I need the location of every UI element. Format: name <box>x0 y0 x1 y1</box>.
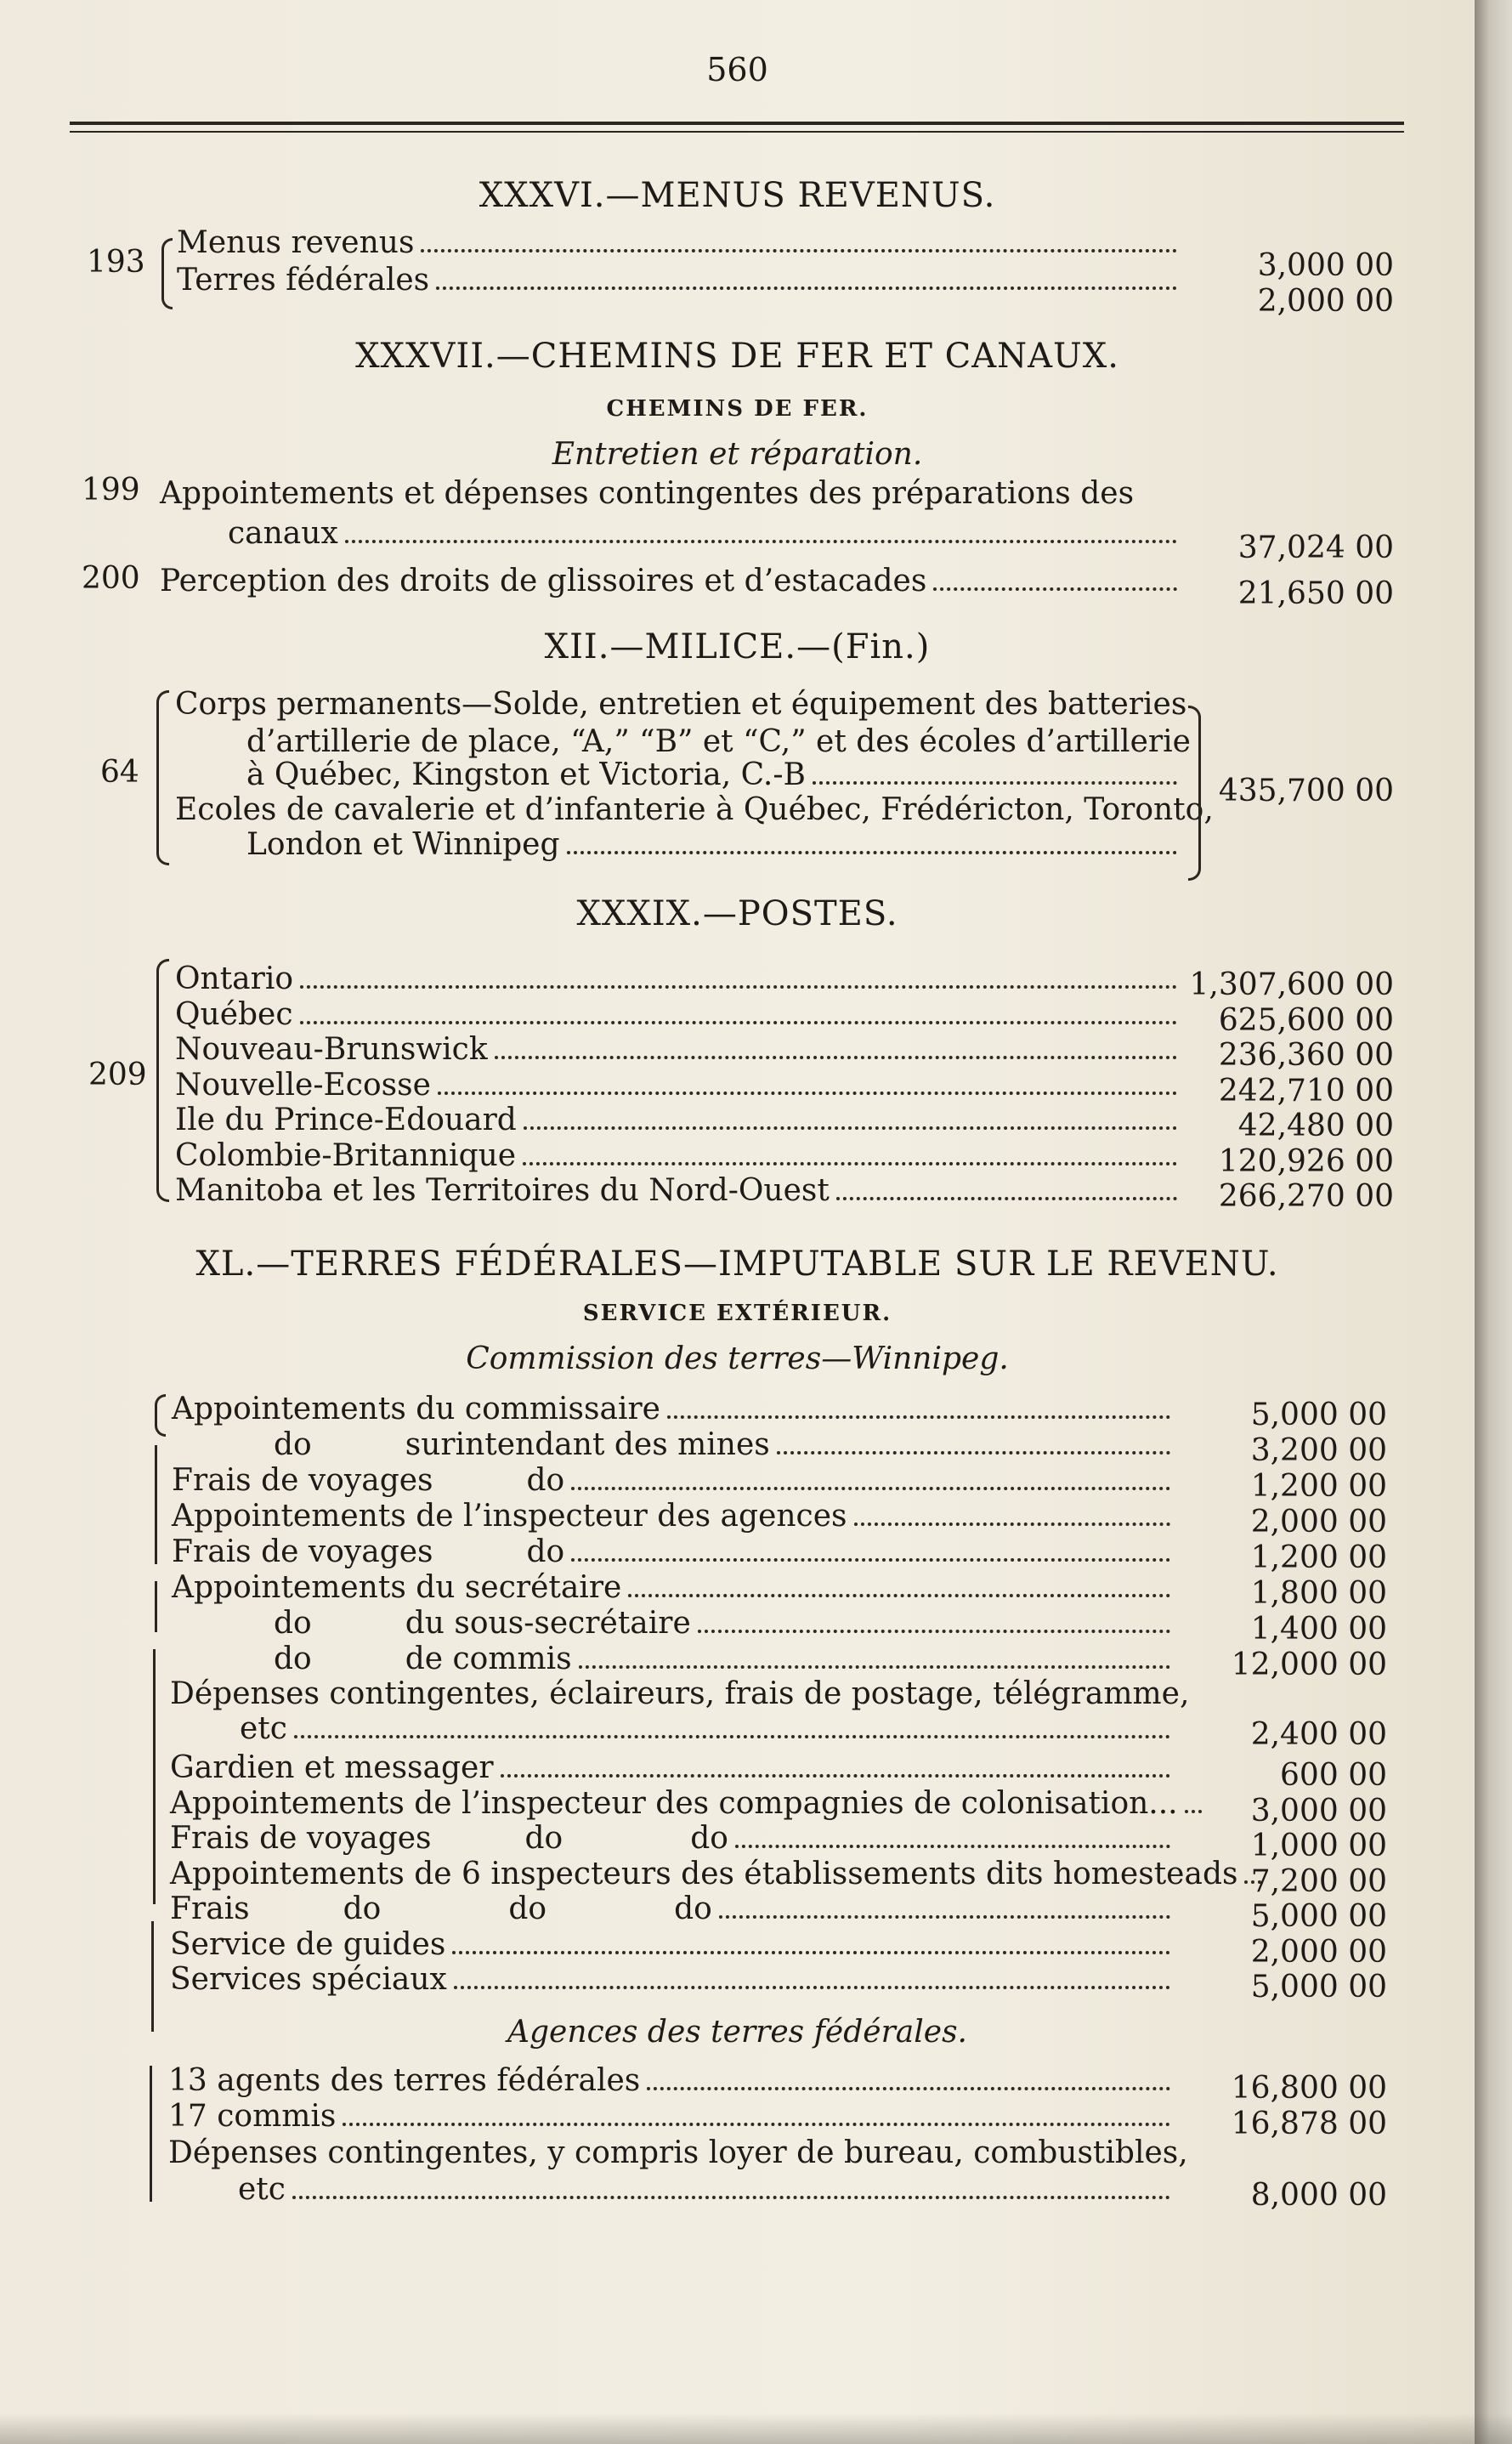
item-label: Services spéciaux <box>170 1962 447 1997</box>
item-code: 64 <box>100 755 139 790</box>
brace-bar <box>155 1581 157 1632</box>
item-amount: 242,710 00 <box>1218 1073 1394 1109</box>
leader-dots <box>294 1735 1170 1738</box>
line-item <box>175 1029 1184 1067</box>
leader-dots <box>454 1986 1170 1989</box>
leader-dots <box>421 249 1177 252</box>
item-amount: 12,000 00 <box>1231 1647 1387 1682</box>
item-amount: 7,200 00 <box>1250 1863 1387 1899</box>
brace <box>156 690 169 865</box>
item-amount: 42,480 00 <box>1237 1109 1394 1143</box>
leader-dots <box>933 587 1177 591</box>
subsection-title: SERVICE EXTÉRIEUR. <box>582 1301 892 1326</box>
line-item <box>175 1171 1184 1208</box>
item-label: Ontario <box>175 961 294 996</box>
item-label: do <box>274 1427 312 1462</box>
item-amount: 1,307,600 00 <box>1189 967 1394 1002</box>
line-item <box>170 1959 1177 1997</box>
item-label-2: do <box>526 1463 565 1498</box>
line-item <box>274 1639 1177 1676</box>
line-item <box>172 1532 1177 1569</box>
brace <box>161 238 173 309</box>
item-label: Appointements de 6 inspecteurs des établissements dits homesteads <box>170 1856 1238 1891</box>
brace-bar <box>155 1445 157 1564</box>
line-item <box>238 2169 1177 2207</box>
item-label: Nouvelle-Ecosse <box>175 1067 431 1103</box>
section-title-chemins-de-fer: XXXVII.—CHEMINS DE FER ET CANAUX. <box>355 337 1119 376</box>
item-code: 199 <box>82 473 140 508</box>
line-item <box>177 223 1184 260</box>
line-item <box>168 2096 1177 2134</box>
line-item <box>172 1568 1177 1605</box>
leader-dots <box>836 1197 1177 1200</box>
item-amount: 435,700 00 <box>1218 774 1394 808</box>
line-item <box>168 2061 1177 2098</box>
item-label-4: do <box>674 1891 712 1926</box>
item-label: d’artillerie de place, “A,” “B” et “C,” et des écoles d’artillerie <box>246 724 1191 759</box>
line-item <box>172 1460 1177 1498</box>
leader-dots <box>567 851 1178 854</box>
line-item <box>170 1854 1238 1891</box>
leader-dots <box>436 286 1177 290</box>
item-amount: 1,800 00 <box>1250 1576 1387 1611</box>
item-amount: 120,926 00 <box>1218 1143 1394 1179</box>
item-label: etc <box>238 2172 286 2207</box>
leader-dots <box>571 1558 1170 1562</box>
italic-heading: Entretien et réparation. <box>552 437 923 472</box>
item-label: Nouveau-Brunswick <box>175 1032 488 1067</box>
item-label: Service de guides <box>170 1926 446 1962</box>
item-label: Dépenses contingentes, éclaireurs, frais de postage, télégramme, <box>170 1676 1190 1711</box>
line-item <box>175 1100 1184 1137</box>
item-label: do <box>274 1642 312 1676</box>
item-amount: 625,600 00 <box>1218 1002 1394 1038</box>
line-item <box>175 1065 1184 1103</box>
italic-heading: Commission des terres—Winnipeg. <box>466 1341 1009 1376</box>
leader-dots <box>698 1630 1170 1633</box>
item-label: London et Winnipeg <box>246 827 560 862</box>
item-amount: 2,000 00 <box>1257 284 1394 319</box>
item-label-2: du sous-secrétaire <box>405 1606 691 1641</box>
item-amount: 3,200 00 <box>1250 1433 1387 1468</box>
item-amount: 16,800 00 <box>1231 2071 1387 2106</box>
item-amount: 2,400 00 <box>1250 1717 1387 1752</box>
item-label: 13 agents des terres fédérales <box>168 2063 641 2098</box>
leader-dots <box>777 1451 1170 1454</box>
item-amount: 5,000 00 <box>1250 1970 1387 2005</box>
line-item <box>240 1709 1177 1746</box>
item-label: 17 commis <box>168 2099 337 2134</box>
section-title-menus-revenus: XXXVI.—MENUS REVENUS. <box>479 176 996 215</box>
line-item <box>175 995 1184 1032</box>
leader-dots <box>300 1021 1177 1024</box>
item-label: Appointements du commissaire <box>172 1392 660 1426</box>
item-label-2: surintendant des mines <box>405 1427 770 1462</box>
item-label: Ile du Prince-Edouard <box>175 1103 517 1137</box>
leader-dots <box>647 2087 1170 2090</box>
item-code: 209 <box>88 1058 147 1092</box>
item-label: Menus revenus <box>177 225 415 260</box>
line-item <box>170 1925 1177 1962</box>
leader-dots <box>452 1951 1170 1954</box>
line-item <box>177 260 1184 298</box>
brace <box>155 1394 166 1437</box>
item-label: Québec <box>175 996 293 1032</box>
book-edge <box>1475 0 1512 2444</box>
leader-dots <box>667 1415 1170 1419</box>
item-label: Colombie-Britannique <box>175 1137 517 1173</box>
header-rule <box>70 122 1404 125</box>
item-label: Ecoles de cavalerie et d’infanterie à Québec, Frédéricton, Toronto, <box>175 792 1214 827</box>
line-item <box>172 1389 1177 1426</box>
item-label: canaux <box>228 516 338 551</box>
item-label: Frais de voyages <box>172 1534 433 1569</box>
leader-dots <box>343 2123 1170 2126</box>
brace <box>156 959 169 1202</box>
header-rule-thin <box>70 131 1404 133</box>
item-label-2: do <box>524 1821 563 1856</box>
item-amount: 37,024 00 <box>1237 530 1394 565</box>
leader-dots <box>300 985 1177 989</box>
item-label: Dépenses contingentes, y compris loyer de bureau, combustibles, <box>168 2135 1188 2170</box>
item-amount: 1,400 00 <box>1250 1612 1387 1647</box>
item-label: Frais <box>170 1891 250 1926</box>
line-item <box>170 1783 1177 1821</box>
item-label-2: do <box>343 1891 382 1926</box>
leader-dots <box>735 1845 1170 1848</box>
brace-bar <box>150 2066 152 2202</box>
item-code: 193 <box>87 245 145 280</box>
item-label: etc <box>240 1711 287 1746</box>
section-title-postes: XXXIX.—POSTES. <box>576 894 898 933</box>
item-label: à Québec, Kingston et Victoria, C.-B <box>246 757 806 792</box>
leader-dots <box>571 1487 1170 1490</box>
item-label: Appointements du secrétaire <box>172 1570 622 1605</box>
item-label: Frais de voyages <box>170 1821 432 1856</box>
item-label: Frais de voyages <box>172 1463 433 1498</box>
leader-dots <box>292 2196 1170 2199</box>
item-code: 200 <box>82 561 140 596</box>
leader-dots <box>523 1162 1177 1165</box>
line-item <box>160 561 1184 598</box>
item-label: Perception des droits de glissoires et d’estacades <box>160 564 927 598</box>
item-amount: 236,360 00 <box>1218 1038 1394 1073</box>
item-amount: 2,000 00 <box>1250 1934 1387 1970</box>
item-label: do <box>274 1606 312 1641</box>
line-item <box>274 1425 1177 1462</box>
item-label: Appointements de l’inspecteur des compagnies de colonisation... <box>170 1785 1178 1821</box>
leader-dots <box>501 1774 1170 1778</box>
item-label-2: de commis <box>405 1642 572 1676</box>
item-label: Manitoba et les Territoires du Nord-Ouest <box>175 1173 830 1208</box>
subsection-title: CHEMINS DE FER. <box>606 396 869 422</box>
item-label: Terres fédérales <box>177 263 430 298</box>
item-label: Appointements et dépenses contingentes des préparations des <box>160 476 1135 511</box>
leader-dots <box>438 1092 1177 1095</box>
leader-dots <box>719 1915 1170 1919</box>
line-item <box>228 513 1184 551</box>
item-label-3: do <box>690 1821 728 1856</box>
page-number: 560 <box>706 51 768 88</box>
item-amount: 1,200 00 <box>1250 1469 1387 1504</box>
item-amount: 1,200 00 <box>1250 1540 1387 1575</box>
leader-dots <box>524 1126 1177 1130</box>
item-amount: 16,878 00 <box>1231 2107 1387 2141</box>
line-item <box>170 1748 1177 1785</box>
item-label: Appointements de l’inspecteur des agences <box>172 1499 847 1534</box>
item-amount: 1,000 00 <box>1250 1829 1387 1863</box>
line-item <box>175 959 1184 996</box>
item-amount: 600 00 <box>1280 1758 1387 1793</box>
leader-dots <box>854 1523 1171 1526</box>
line-item <box>246 825 1184 862</box>
line-item <box>172 1496 1177 1534</box>
brace-bar <box>153 1649 156 1904</box>
item-label-3: do <box>508 1891 547 1926</box>
item-amount: 21,650 00 <box>1237 576 1394 611</box>
leader-dots <box>495 1056 1177 1059</box>
scan-shadow <box>0 2413 1512 2444</box>
leader-dots <box>579 1665 1170 1669</box>
line-item <box>246 755 1184 792</box>
section-title-milice: XII.—MILICE.—(Fin.) <box>544 627 931 666</box>
section-title-terres-federales: XL.—TERRES FÉDÉRALES—IMPUTABLE SUR LE REVENU. <box>195 1245 1279 1284</box>
item-label-2: do <box>526 1534 565 1569</box>
item-amount: 2,000 00 <box>1250 1505 1387 1540</box>
line-item <box>170 1818 1177 1856</box>
item-amount: 5,000 00 <box>1250 1899 1387 1934</box>
leader-dots <box>345 540 1177 543</box>
item-amount: 3,000 00 <box>1250 1793 1387 1829</box>
item-amount: 266,270 00 <box>1218 1179 1394 1214</box>
italic-heading: Agences des terres fédérales. <box>507 2015 967 2050</box>
line-item <box>274 1603 1177 1641</box>
leader-dots <box>813 781 1177 785</box>
leader-dots <box>628 1594 1170 1597</box>
line-item <box>175 1136 1184 1173</box>
line-item <box>170 1889 1177 1926</box>
item-label: Corps permanents—Solde, entretien et équipement des batteries <box>175 687 1187 722</box>
item-label: Gardien et messager <box>170 1750 494 1785</box>
item-amount: 5,000 00 <box>1250 1398 1387 1432</box>
item-amount: 8,000 00 <box>1250 2178 1387 2213</box>
item-amount: 3,000 00 <box>1257 248 1394 283</box>
